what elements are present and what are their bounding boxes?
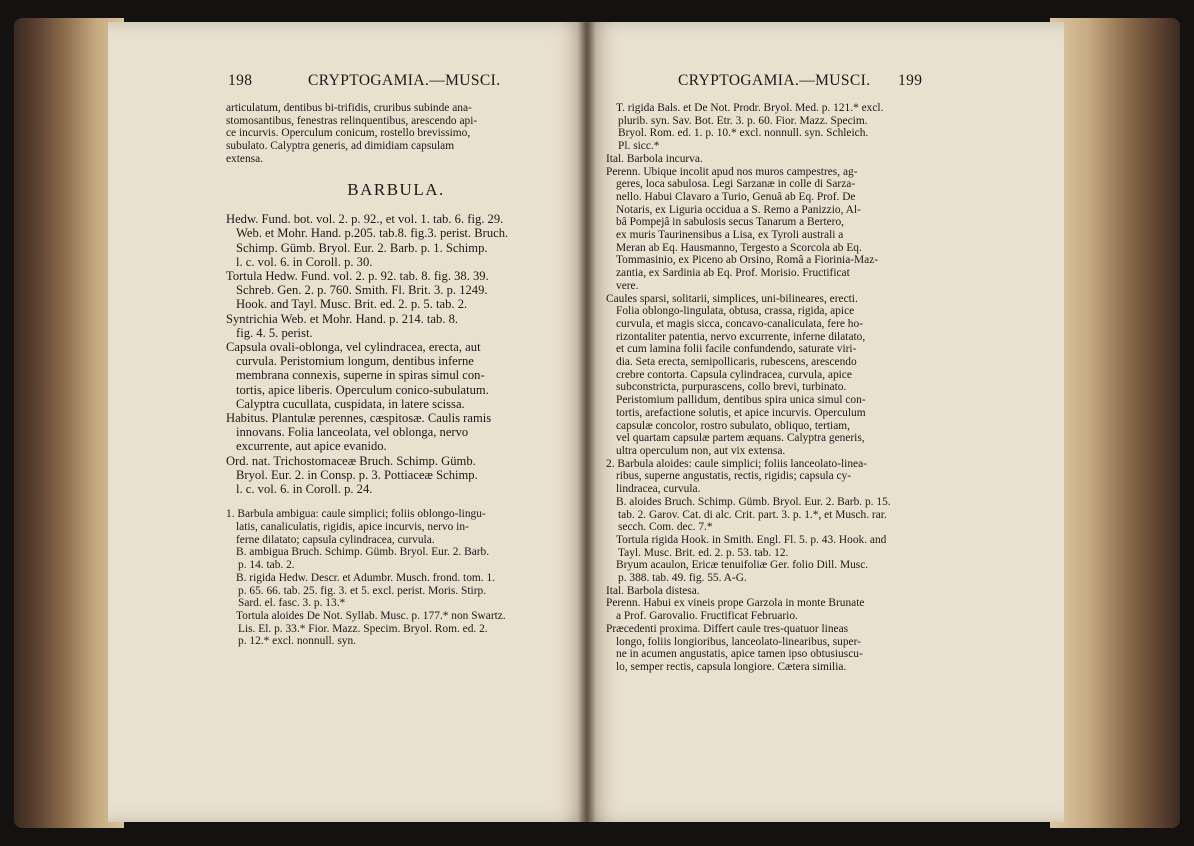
text-line: Tortula aloides De Not. Syllab. Musc. p. 177.* non Swartz. xyxy=(236,609,506,622)
text-line: subulato. Calyptra generis, ad dimidiam capsulam xyxy=(226,140,455,153)
text-line: Ord. nat. Trichostomaceæ Bruch. Schimp. Gümb. xyxy=(226,453,476,468)
text-line: vel quartam capsulæ partem æquans. Calyptra generis, xyxy=(616,432,865,445)
text-line: tortis, apice liberis. Operculum conico-subulatum. xyxy=(236,382,489,397)
text-line: secch. Com. dec. 7.* xyxy=(618,521,713,534)
text-line: Ital. Barbola incurva. xyxy=(606,152,703,165)
text-line: bâ Pompejâ in sabulosis secus Tanarum a Bertero, xyxy=(616,216,845,229)
intro-paragraph xyxy=(226,102,566,166)
text-line: curvula. Peristomium longum, dentibus inferne xyxy=(236,354,474,369)
text-line: longo, foliis longioribus, lanceolato-linearibus, super- xyxy=(616,635,861,648)
left-text-block xyxy=(226,102,566,648)
text-line: subconstricta, purpurascens, collo brevi, turbinato. xyxy=(616,381,847,394)
text-line: B. aloides Bruch. Schimp. Gümb. Bryol. Eur. 2. Barb. p. 15. xyxy=(616,495,891,508)
section-title: BARBULA. xyxy=(347,179,445,199)
text-line: curvula, et magis sicca, concavo-canaliculata, fere ho- xyxy=(616,317,863,330)
text-line: innovans. Folia lanceolata, vel oblonga, nervo xyxy=(236,425,469,440)
gutter xyxy=(578,22,596,822)
text-line: capsulæ concolor, rostro subulato, obliquo, tertiam, xyxy=(616,419,850,432)
text-line: l. c. vol. 6. in Coroll. p. 30. xyxy=(236,254,373,269)
text-line: Perenn. Ubique incolit apud nos muros campestres, ag- xyxy=(606,165,858,178)
text-line: ultra operculum non, aut vix extensa. xyxy=(616,444,786,457)
text-line: Pl. sicc.* xyxy=(618,140,660,153)
text-line: tab. 2. Garov. Cat. di alc. Crit. part. 3. p. 1.*, et Musch. rar. xyxy=(618,508,887,521)
text-line: Præcedenti proxima. Differt caule tres-quatuor lineas xyxy=(606,622,849,635)
text-line: excurrente, aut apice evanido. xyxy=(236,439,387,454)
text-line: Tommasinio, ex Piceno ab Orsino, Româ a Fiorinia-Maz- xyxy=(616,254,879,267)
text-line: p. 388. tab. 49. fig. 55. A-G. xyxy=(618,572,747,585)
text-line: Ital. Barbola distesa. xyxy=(606,584,700,597)
text-line: stomosantibus, fenestras relinquentibus, arescendo api- xyxy=(226,114,478,127)
text-line: tortis, arefactione solutis, et apice incurvis. Operculum xyxy=(616,406,866,419)
text-line: fig. 4. 5. perist. xyxy=(236,325,313,340)
text-line: Notaris, ex Liguria occidua a S. Remo a Panizzio, Al- xyxy=(616,203,861,216)
text-line: p. 14. tab. 2. xyxy=(238,559,295,572)
text-line: Habitus. Plantulæ perennes, cæspitosæ. Caulis ramis xyxy=(226,411,492,426)
text-line: lindracea, curvula. xyxy=(616,483,701,496)
text-line: lo, semper rectis, capsula longiore. Cætera similia. xyxy=(616,660,847,673)
text-line: Tayl. Musc. Brit. ed. 2. p. 53. tab. 12. xyxy=(618,546,789,559)
text-line: rizontaliter patentia, nervo excurrente, inferne dilatato, xyxy=(616,330,866,343)
text-line: Schimp. Gümb. Bryol. Eur. 2. Barb. p. 1. Schimp. xyxy=(236,240,488,255)
text-line: ce incurvis. Operculum conicum, rostello brevissimo, xyxy=(226,127,471,140)
text-line: nello. Habui Clavaro a Turio, Genuâ ab Eq. Prof. De xyxy=(616,190,856,203)
right-page-number: 199 xyxy=(898,72,923,89)
text-line: membrana connexis, superne in spiras simul con- xyxy=(236,368,485,383)
text-line: Schreb. Gen. 2. p. 760. Smith. Fl. Brit. 3. p. 1249. xyxy=(236,283,488,298)
text-line: 2. Barbula aloides: caule simplici; foliis lanceolato-linea- xyxy=(606,457,867,470)
text-line: T. rigida Bals. et De Not. Prodr. Bryol. Med. p. 121.* excl. xyxy=(616,102,884,114)
text-line: geres, loca sabulosa. Legi Sarzanæ in colle di Sarza- xyxy=(616,178,856,191)
species-entry xyxy=(226,508,566,648)
text-line: articulatum, dentibus bi-trifidis, cruribus subinde ana- xyxy=(226,102,472,114)
text-line: Peristomium pallidum, dentibus spira unica simul con- xyxy=(616,394,866,407)
right-running-title: CRYPTOGAMIA.—MUSCI. xyxy=(678,72,871,89)
text-line: Lis. El. p. 33.* Fior. Mazz. Specim. Bryol. Rom. ed. 2. xyxy=(238,622,488,635)
text-line: B. rigida Hedw. Descr. et Adumbr. Musch. frond. tom. 1. xyxy=(236,571,495,584)
text-line: l. c. vol. 6. in Coroll. p. 24. xyxy=(236,482,373,497)
text-line: B. ambigua Bruch. Schimp. Gümb. Bryol. Eur. 2. Barb. xyxy=(236,546,490,559)
text-line: crebre contorta. Capsula cylindracea, curvula, apice xyxy=(616,368,852,381)
right-text-block xyxy=(606,102,942,674)
text-line: latis, canaliculatis, rigidis, apice incurvis, nervo in- xyxy=(236,520,469,533)
text-line: p. 65. 66. tab. 25. fig. 3. et 5. excl. perist. Moris. Stirp. xyxy=(238,584,487,597)
text-line: Bryol. Rom. ed. 1. p. 10.* excl. nonnull. syn. Schleich. xyxy=(618,127,869,140)
text-line: 1. Barbula ambigua: caule simplici; foliis oblongo-lingu- xyxy=(226,508,486,521)
text-line: extensa. xyxy=(226,152,264,165)
text-line: Calyptra cucullata, cuspidata, in latere scissa. xyxy=(236,396,465,411)
text-line: Caules sparsi, solitarii, simplices, uni-bilineares, erecti. xyxy=(606,292,858,305)
text-line: Syntrichia Web. et Mohr. Hand. p. 214. tab. 8. xyxy=(226,311,459,326)
genus-description xyxy=(226,212,566,496)
text-line: Hook. and Tayl. Musc. Brit. ed. 2. p. 5. tab. 2. xyxy=(236,297,468,312)
text-line: ne in acumen angustatis, apice tamen ipso obtusiuscu- xyxy=(616,648,863,661)
text-line: dia. Seta erecta, semipollicaris, rubescens, arescendo xyxy=(616,356,857,369)
text-line: Hedw. Fund. bot. vol. 2. p. 92., et vol. 1. tab. 6. fig. 29. xyxy=(226,212,504,227)
text-line: vere. xyxy=(616,279,639,292)
text-line: Tortula Hedw. Fund. vol. 2. p. 92. tab. 8. fig. 38. 39. xyxy=(226,269,489,284)
text-line: Tortula rigida Hook. in Smith. Engl. Fl. 5. p. 43. Hook. and xyxy=(616,533,887,546)
text-line: Bryum acaulon, Ericæ tenuifoliæ Ger. folio Dill. Musc. xyxy=(616,559,869,572)
text-line: Capsula ovali-oblonga, vel cylindracea, erecta, aut xyxy=(226,340,481,355)
text-line: zantia, ex Sardinia ab Eq. Prof. Morisio. Fructificat xyxy=(616,267,850,280)
text-line: plurib. syn. Sav. Bot. Etr. 3. p. 60. Fior. Mazz. Specim. xyxy=(618,114,868,127)
book-edge-right xyxy=(1050,18,1180,828)
text-line: p. 12.* excl. nonnull. syn. xyxy=(238,635,357,648)
text-line: Perenn. Habui ex vineis prope Garzola in monte Brunate xyxy=(606,597,865,610)
text-line: ferne dilatato; capsula cylindracea, curvula. xyxy=(236,533,435,546)
text-line: Meran ab Eq. Hausmanno, Tergesto a Scorcola ab Eq. xyxy=(616,241,862,254)
text-line: ribus, superne angustatis, rectis, rigidis; capsula cy- xyxy=(616,470,852,483)
left-page xyxy=(108,22,588,822)
text-line: Bryol. Eur. 2. in Consp. p. 3. Pottiaceæ Schimp. xyxy=(236,467,478,482)
text-line: ex muris Taurinensibus a Lisa, ex Tyroli australi a xyxy=(616,229,844,242)
text-line: a Prof. Garovalio. Fructificat Februario. xyxy=(616,610,798,623)
text-line: Folia oblongo-lingulata, obtusa, crassa, rigida, apice xyxy=(616,305,855,318)
right-page xyxy=(586,22,1064,822)
text-line: Sard. el. fasc. 3. p. 13.* xyxy=(238,597,346,610)
text-line: et cum lamina folii facile confundendo, saturate viri- xyxy=(616,343,857,356)
text-line: Web. et Mohr. Hand. p.205. tab.8. fig.3. perist. Bruch. xyxy=(236,226,509,241)
left-page-number: 198 xyxy=(228,72,253,89)
left-running-title: CRYPTOGAMIA.—MUSCI. xyxy=(308,72,501,89)
